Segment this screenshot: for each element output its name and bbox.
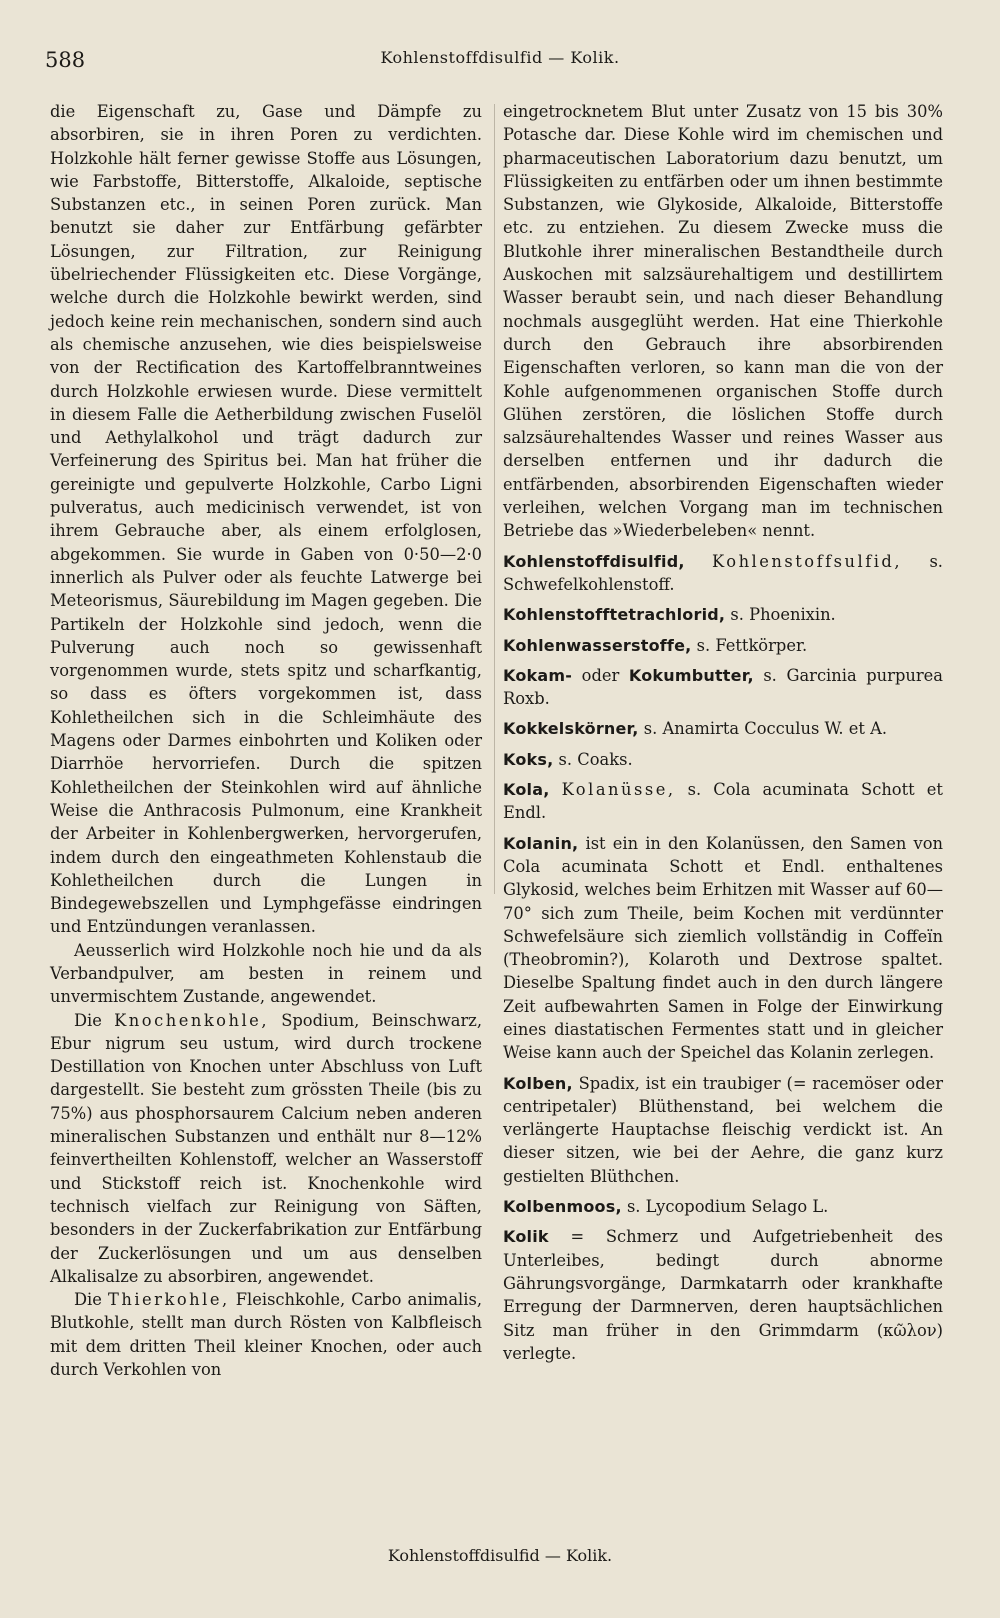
entry-kohlenstofftetrachlorid: [503, 603, 943, 626]
lead-word: Die: [74, 1010, 102, 1030]
lead-word: Die: [74, 1290, 102, 1310]
term-knochenkohle: Knochenkohle,: [114, 1010, 269, 1030]
entry-kokkelskoerner: [503, 717, 943, 740]
entry-kolben: [503, 1072, 943, 1188]
entry-kolanin: [503, 832, 943, 1065]
headword: Kolanin,: [503, 833, 579, 853]
entry-kola: [503, 778, 943, 825]
connector-word: oder: [581, 665, 620, 685]
headword-secondary: Kokumbutter,: [628, 665, 754, 685]
headword: Kolben,: [503, 1073, 573, 1093]
headword: Kohlenstoffdisulfid,: [503, 551, 685, 571]
entry-kokam: [503, 664, 943, 711]
running-head: Kohlenstoffdisulfid — Kolik.: [380, 48, 620, 67]
footer-title: Kohlenstoffdisulfid — Kolik.: [387, 1546, 613, 1565]
column-divider: [494, 104, 495, 894]
headword: Kokkelskörner,: [503, 719, 639, 739]
entry-kohlenstoffdisulfid: [503, 550, 943, 597]
entry-text: Spadix, ist ein traubiger (= racemöser oder centripetaler) Blüthenstand, bei welchem die verlängerte Hauptachse fleischig verdickt ist. An dieser sitzen, wie bei der Aehre, die ganz kurz gestielten Blüthchen.: [503, 1073, 943, 1186]
headword: Kolik: [503, 1227, 549, 1247]
entry-text: s. Phoenixin.: [730, 605, 836, 625]
entry-text: ist ein in den Kolanüssen, den Samen von Cola acuminata Schott et Endl. enthaltenes Glykosid, welches beim Erhitzen mit Wasser auf 60—70° sich zum Theile, beim Kochen mit verdünnter Schwefelsäure sich ziemlich vollständig in Coffeïn (Theobromin?), Kolaroth und Dextrose spaltet. Dieselbe Spaltung findet auch in den durch längere Zeit aufbewahrten Samen in Folge der Einwirkung eines diastatischen Fermentes statt und in gleicher Weise kann auch der Speichel das Kolanin zerlegen.: [503, 833, 943, 1063]
paragraph-holzkohle: die Eigenschaft zu, Gase und Dämpfe zu absorbiren, sie in ihren Poren zu verdichten. Holzkohle hält ferner gewisse Stoffe aus Lösungen, wie Farbstoffe, Bitterstoffe, Alkaloide, septische Substanzen etc., in seinen Poren zurück. Man benutzt sie daher zur Entfärbung gefärbter Lösungen, zur Filtration, zur Reinigung übelriechender Flüssigkeiten etc. Diese Vorgänge, welche durch die Holzkohle bewirkt werden, sind jedoch keine rein mechanischen, sondern sind auch als chemische anzusehen, wie dies beispielsweise von der Rectification des Kartoffelbranntweines durch Holzkohle erwiesen wurde. Diese vermittelt in diesem Falle die Aetherbildung zwischen Fuselöl und Aethylalkohol und trägt dadurch zur Verfeinerung des Spiritus bei. Man hat früher die gereinigte und gepulverte Holzkohle, Carbo Ligni pulveratus, auch medicinisch verwendet, ist von ihrem Gebrauche aber, als einem erfolglosen, abgekommen. Sie wurde in Gaben von 0·50—2·0 innerlich als Pulver oder als feuchte Latwerge bei Meteorismus, Säurebildung im Magen gegeben. Die Partikeln der Holzkohle sind jedoch, wenn die Pulverung auch noch so gewissenhaft vorgenommen wurde, stets spitz und scharfkantig, so dass es öfters vorgekommen ist, dass Kohletheilchen sich in die Schleimhäute des Magens oder Darmes einbohrten und Koliken oder Diarrhöe hervorriefen. Durch die spitzen Kohletheilchen der Steinkohlen wird auf ähnliche Weise die Anthracosis Pulmonum, eine Krankheit der Arbeiter in Kohlenbergwerken, hervorgerufen, indem durch den eingeathmeten Kohlenstaub die Kohletheilchen durch die Lungen in Bindegewebszellen und Lymphgefässe eindringen und Entzündungen veranlassen.: [50, 102, 482, 937]
headword: Kohlenwasserstoffe,: [503, 635, 692, 655]
right-column: [503, 100, 943, 1365]
term-thierkohle: Thierkohle,: [107, 1290, 230, 1310]
paragraph-text: Spodium, Beinschwarz, Ebur nigrum seu ustum, wird durch trockene Destillation von Knochen unter Abschluss von Luft dargestellt. Sie besteht zum grössten Theile (bis zu 75%) aus phosphorsaurem Calcium neben anderen mineralischen Substanzen und enthält nur 8—12% feinvertheilten Kohlenstoff, welcher an Wasserstoff und Stickstoff reich ist. Knochenkohle wird technisch vielfach zur Reinigung von Säften, besonders in der Zuckerfabrikation zur Entfärbung der Zuckerlösungen und um aus denselben Alkalisalze zu absorbiren, angewendet.: [50, 1010, 482, 1286]
entry-text: s. Cola acuminata Schott et Endl.: [503, 780, 943, 823]
paragraph-aeusserlich: Aeusserlich wird Holzkohle noch hie und da als Verbandpulver, am besten in reinem und unvermischtem Zustande, angewendet.: [50, 940, 482, 1007]
entry-text: s. Lycopodium Selago L.: [626, 1197, 829, 1217]
paragraph-thierkohle-cont: eingetrocknetem Blut unter Zusatz von 15 bis 30% Potasche dar. Diese Kohle wird im chemischen und pharmaceutischen Laboratorium dazu benutzt, um Flüssigkeiten zu entfärben oder um ihnen bestimmte Substanzen, wie Glykoside, Alkaloide, Bitterstoffe etc. zu entziehen. Zu diesem Zwecke muss die Blutkohle ihrer mineralischen Bestandtheile durch Auskochen mit salzsäurehaltigem und destillirtem Wasser beraubt sein, und nach dieser Behandlung nochmals ausgeglüht werden. Hat eine Thierkohle durch den Gebrauch ihre absorbirenden Eigenschaften verloren, so kann man die von der Kohle aufgenommenen organischen Stoffe durch Glühen zerstören, die löslichen Stoffe durch salzsäurehaltendes Wasser und reines Wasser aus derselben entfernen und ihr dadurch die entfärbenden, absorbirenden Eigenschaften wieder verleihen, welchen Vorgang man im technischen Betriebe das »Wiederbeleben« nennt.: [503, 102, 943, 541]
left-column: [50, 100, 482, 1381]
spaced-term: Kolanüsse,: [561, 780, 676, 800]
entry-kolbenmoos: [503, 1195, 943, 1218]
headword: Koks,: [503, 749, 554, 769]
headword: Kokam-: [503, 665, 573, 685]
entry-text: s. Schwefelkohlenstoff.: [503, 551, 943, 594]
entry-text: s. Garcinia purpurea Roxb.: [503, 665, 943, 709]
paragraph-knochenkohle: [50, 1009, 482, 1289]
headword: Kolbenmoos,: [503, 1197, 622, 1217]
entry-text: s. Coaks.: [558, 749, 633, 769]
page-number: 588: [45, 48, 86, 72]
headword: Kohlenstofftetrachlorid,: [503, 605, 726, 625]
entry-kohlenwasserstoffe: [503, 634, 943, 657]
entry-text: s. Fettkörper.: [696, 635, 808, 655]
paragraph-thierkohle: [50, 1288, 482, 1381]
entry-koks: [503, 748, 943, 771]
paragraph-text: Fleischkohle, Carbo animalis, Blutkohle, stellt man durch Rösten von Kalbfleisch mit dem dritten Theil kleiner Knochen, oder auch durch Verkohlen von: [50, 1290, 482, 1380]
entry-kolik: [503, 1225, 943, 1365]
entry-text: = Schmerz und Aufgetriebenheit des Unterleibes, bedingt durch abnorme Gährungsvorgänge, Darmkatarrh oder krankhafte Erregung der Darmnerven, deren hauptsächlichen Sitz man früher in den Grimmdarm (κῶλον) verlegte.: [503, 1227, 943, 1363]
headword: Kola,: [503, 780, 550, 800]
spaced-term: Kohlenstoffsulfid,: [712, 551, 903, 571]
entry-text: s. Anamirta Cocculus W. et A.: [643, 719, 888, 739]
